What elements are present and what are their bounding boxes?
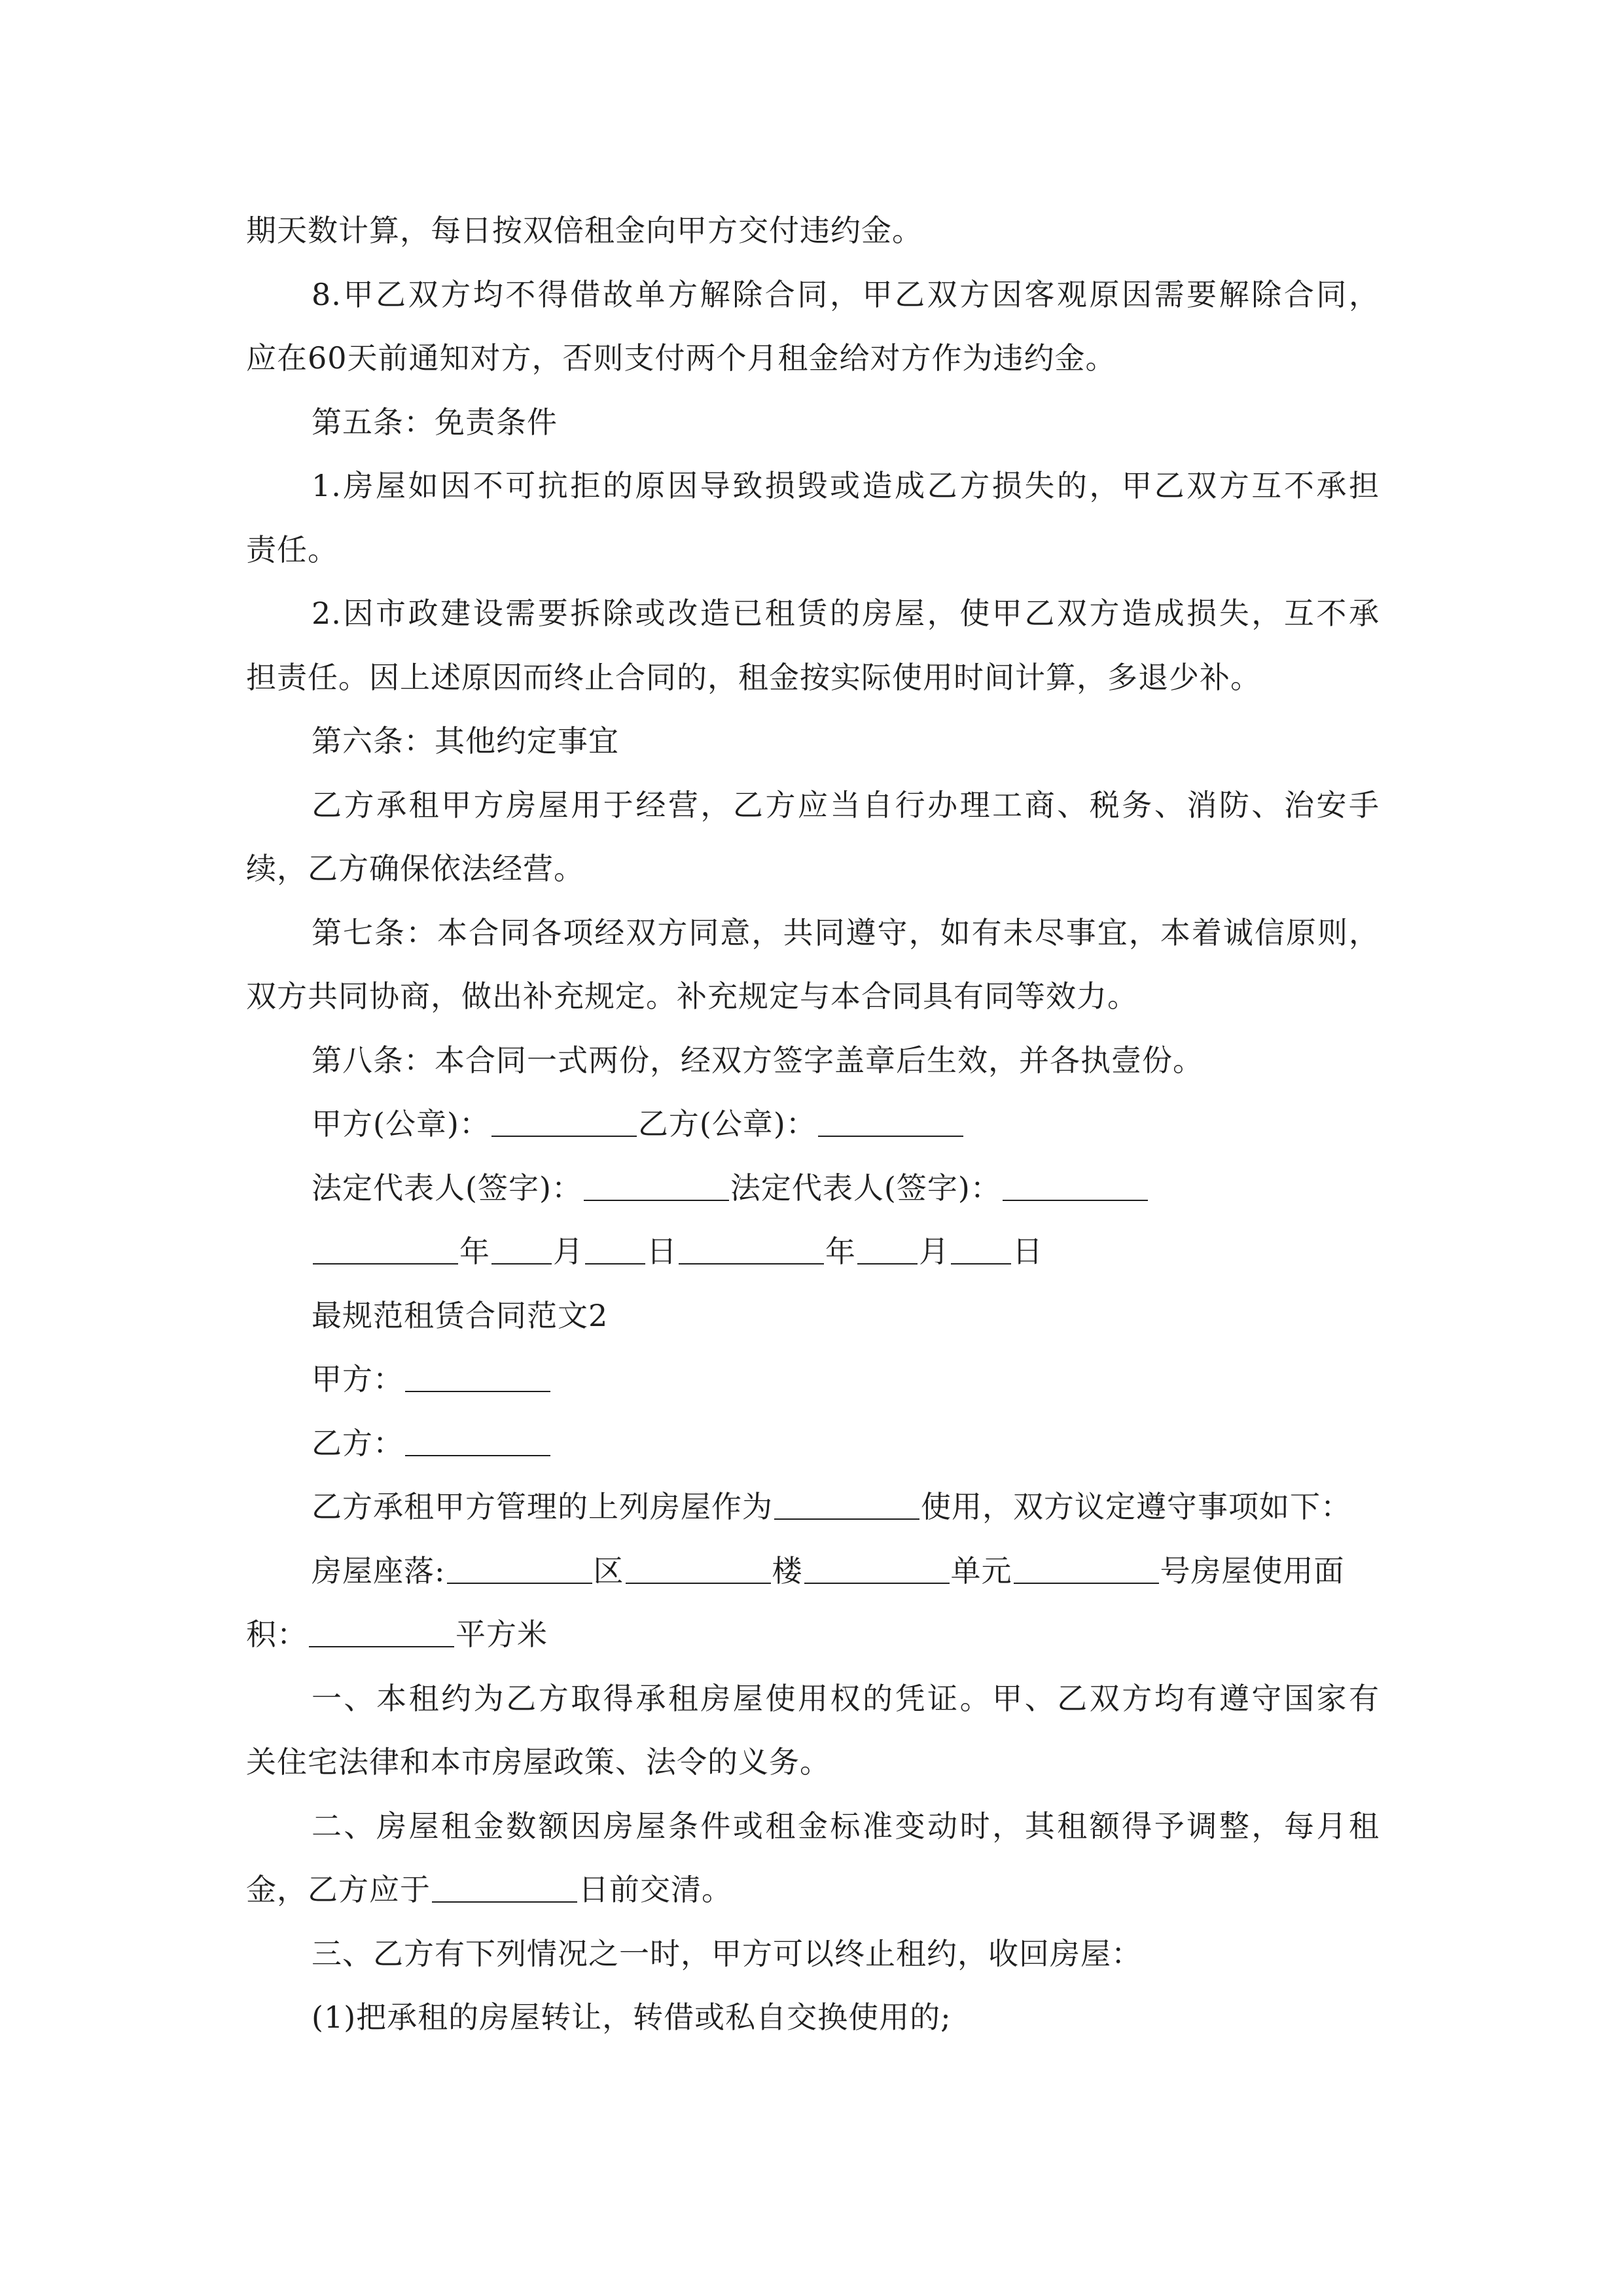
text-line: 2.因市政建设需要拆除或改造已租赁的房屋，使甲乙双方造成损失，互不承 <box>312 596 1380 631</box>
seal-signature-row <box>246 1092 1380 1157</box>
month-label: 月 <box>553 1234 584 1269</box>
party-a-row <box>246 1348 1380 1412</box>
blank-field <box>818 1108 963 1137</box>
blank-field <box>774 1491 919 1520</box>
day-label: 日 <box>647 1234 677 1269</box>
text-line: 二、房屋租金数额因房屋条件或租金标准变动时，其租额得予调整，每月租 <box>312 1808 1380 1844</box>
section-heading: 第六条：其他约定事宜 <box>312 723 619 759</box>
blank-field <box>679 1236 824 1265</box>
blank-field <box>309 1619 454 1647</box>
text-line: 第七条：本合同各项经双方同意，共同遵守，如有未尽事宜，本着诚信原则， <box>312 914 1380 950</box>
blank-field <box>491 1236 552 1265</box>
area-label: 积： <box>246 1617 308 1652</box>
district-label: 区 <box>593 1552 624 1588</box>
legal-rep-b-label: 法定代表人(签字)： <box>730 1170 1001 1206</box>
text-line: 三、乙方有下列情况之一时，甲方可以终止租约，收回房屋： <box>312 1935 1142 1971</box>
legal-rep-signature-row <box>246 1157 1380 1221</box>
unit-label: 单元 <box>950 1552 1012 1588</box>
blank-field <box>626 1555 771 1584</box>
document-body <box>246 199 1380 2050</box>
text-line: 续，乙方确保依法经营。 <box>246 851 584 886</box>
building-label: 楼 <box>772 1552 803 1588</box>
blank-field <box>432 1874 577 1903</box>
year-label: 年 <box>459 1234 490 1269</box>
blank-field <box>1003 1172 1148 1201</box>
location-label: 房屋座落: <box>312 1552 446 1588</box>
party-a-label: 甲方： <box>312 1361 404 1397</box>
date-row <box>246 1220 1380 1284</box>
location-row <box>246 1539 1380 1604</box>
text-line: 责任。 <box>246 531 338 567</box>
party-b-row <box>246 1412 1380 1476</box>
text-line: 乙方承租甲方房屋用于经营，乙方应当自行办理工商、税务、消防、治安手 <box>312 787 1380 823</box>
blank-field <box>447 1555 592 1584</box>
blank-field <box>585 1236 645 1265</box>
area-unit: 平方米 <box>455 1617 548 1652</box>
text-line: 担责任。因上述原因而终止合同的，租金按实际使用时间计算，多退少补。 <box>246 659 1261 695</box>
blank-field <box>584 1172 729 1201</box>
party-b-label: 乙方： <box>312 1425 404 1461</box>
blank-field <box>951 1236 1011 1265</box>
text-line: 第八条：本合同一式两份，经双方签字盖章后生效，并各执壹份。 <box>312 1042 1204 1078</box>
text-line: 一、本租约为乙方取得承租房屋使用权的凭证。甲、乙双方均有遵守国家有 <box>312 1680 1380 1716</box>
usage-suffix: 使用，双方议定遵守事项如下： <box>921 1489 1351 1524</box>
blank-field <box>405 1363 550 1392</box>
blank-field <box>405 1427 550 1456</box>
day-label: 日 <box>1012 1234 1043 1269</box>
section-heading: 第五条：免责条件 <box>312 404 558 440</box>
rent-due-suffix: 日前交清。 <box>579 1872 732 1907</box>
text-line: 1.房屋如因不可抗拒的原因导致损毁或造成乙方损失的，甲乙双方互不承担 <box>312 468 1380 503</box>
blank-field <box>857 1236 918 1265</box>
blank-field <box>491 1108 637 1137</box>
contract2-title: 最规范租赁合同范文2 <box>312 1297 609 1333</box>
rent-due-prefix: 金，乙方应于 <box>246 1872 431 1907</box>
blank-field <box>313 1236 458 1265</box>
list-item: (1)把承租的房屋转让，转借或私自交换使用的; <box>312 2000 952 2035</box>
rent-due-row <box>246 1858 1380 1922</box>
text-line: 双方共同协商，做出补充规定。补充规定与本合同具有同等效力。 <box>246 978 1138 1014</box>
blank-field <box>804 1555 950 1584</box>
usage-prefix: 乙方承租甲方管理的上列房屋作为 <box>312 1489 773 1524</box>
text-line: 期天数计算，每日按双倍租金向甲方交付违约金。 <box>246 213 923 248</box>
usage-row <box>246 1475 1380 1539</box>
legal-rep-a-label: 法定代表人(签字)： <box>312 1170 582 1206</box>
area-row <box>246 1603 1380 1667</box>
room-area-label: 号房屋使用面 <box>1160 1552 1345 1588</box>
party-b-seal-label: 乙方(公章)： <box>637 1106 817 1141</box>
year-label: 年 <box>825 1234 856 1269</box>
text-line: 8.甲乙双方均不得借故单方解除合同，甲乙双方因客观原因需要解除合同， <box>312 276 1380 312</box>
blank-field <box>1014 1555 1159 1584</box>
text-line: 关住宅法律和本市房屋政策、法令的义务。 <box>246 1744 830 1780</box>
month-label: 月 <box>919 1234 950 1269</box>
text-line: 应在60天前通知对方，否则支付两个月租金给对方作为违约金。 <box>246 340 1116 376</box>
party-a-seal-label: 甲方(公章)： <box>312 1106 490 1141</box>
